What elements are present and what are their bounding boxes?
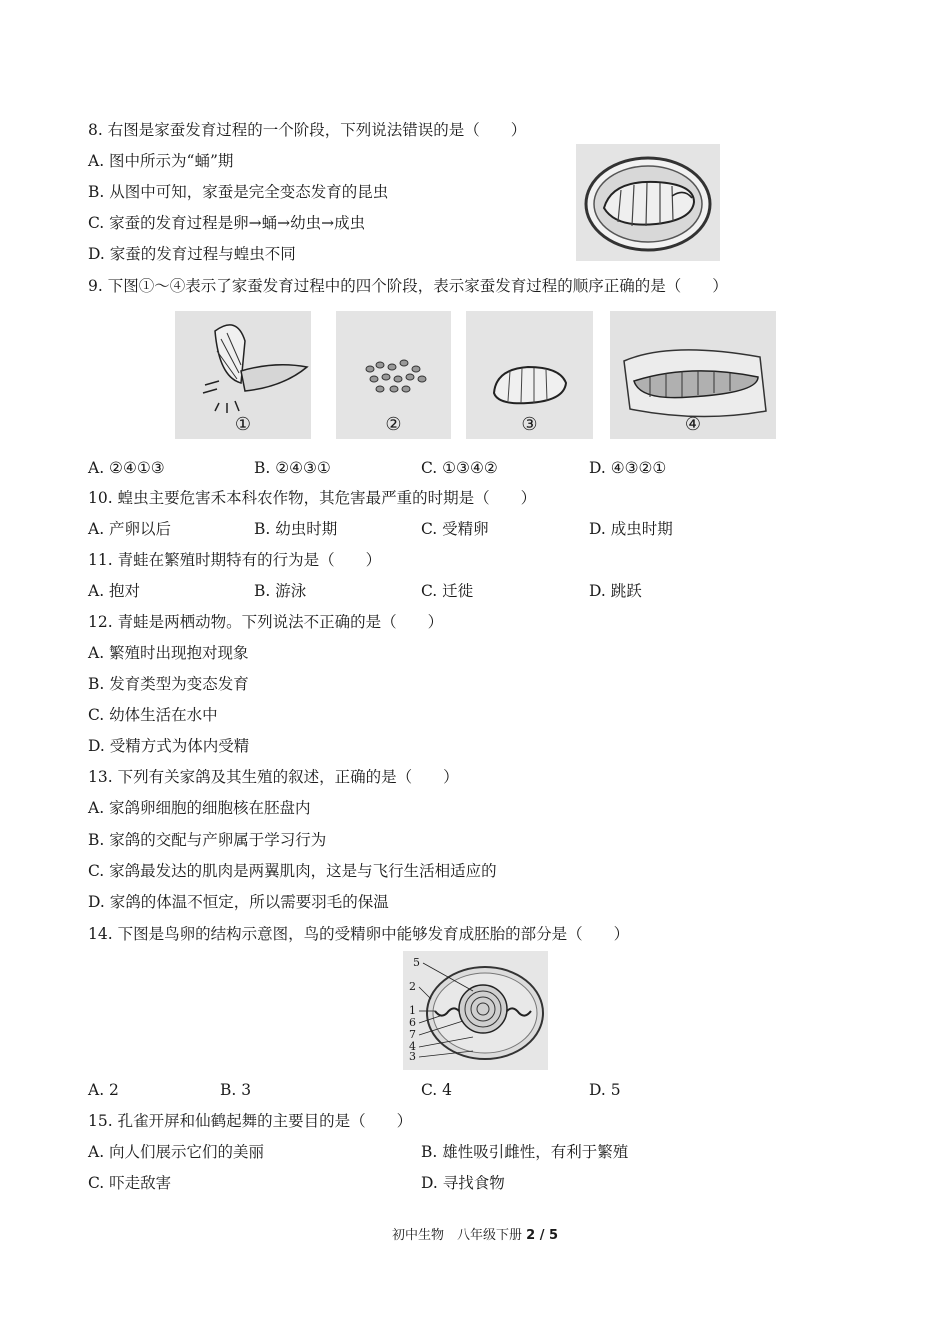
silkworm-pupa-image [466,311,593,439]
stage-label-2: ② [385,414,402,435]
q8-option-c: C. 家蚕的发育过程是卵→蛹→幼虫→成虫 [88,214,366,232]
q11-option-c: C. 迁徙 [421,582,474,600]
stage-label-3: ③ [521,414,538,435]
stage-label-1: ① [234,414,252,435]
egg-label-5: 5 [413,956,420,969]
egg-label-3: 3 [409,1050,416,1063]
q12-stem: 12. 青蛙是两栖动物。下列说法不正确的是（ ） [88,613,444,631]
q15-option-b: B. 雄性吸引雌性，有利于繁殖 [421,1143,629,1161]
q9-stem: 9. 下图①～④表示了家蚕发育过程中的四个阶段，表示家蚕发育过程的顺序正确的是（ ） [88,277,728,295]
egg-label-6: 6 [409,1016,416,1029]
silkworm-pupa-cocoon-image [576,144,720,261]
q14-stem: 14. 下图是鸟卵的结构示意图，鸟的受精卵中能够发育成胚胎的部分是（ ） [88,925,630,943]
stage-label-4: ④ [684,414,702,435]
q12-option-d: D. 受精方式为体内受精 [88,737,250,755]
q9-option-d: D. ④③②① [589,459,667,477]
egg-label-1: 1 [409,1004,416,1017]
footer-subject: 初中生物 八年级下册 [391,1228,522,1243]
q13-option-b: B. 家鸽的交配与产卵属于学习行为 [88,831,327,849]
q13-stem: 13. 下列有关家鸽及其生殖的叙述，正确的是（ ） [88,768,459,786]
q15-option-c: C. 吓走敌害 [88,1174,172,1192]
q11-stem: 11. 青蛙在繁殖时期特有的行为是（ ） [88,551,382,569]
q13-option-c: C. 家鸽最发达的肌肉是两翼肌肉，这是与飞行生活相适应的 [88,862,497,880]
q14-option-a: A. 2 [88,1081,119,1099]
q15-stem: 15. 孔雀开屏和仙鹤起舞的主要目的是（ ） [88,1112,413,1130]
q14-option-c: C. 4 [421,1081,453,1099]
egg-label-4: 4 [409,1040,416,1053]
q10-stem: 10. 蝗虫主要危害禾本科农作物，其危害最严重的时期是（ ） [88,489,537,507]
bird-egg-structure-diagram [403,951,548,1070]
q11-option-a: A. 抱对 [88,582,141,600]
q9-option-a: A. ②④①③ [88,459,165,477]
q14-option-d: D. 5 [589,1081,621,1099]
q13-option-d: D. 家鸽的体温不恒定，所以需要羽毛的保温 [88,893,389,911]
q9-option-b: B. ②④③① [254,459,331,477]
silkworm-larva-on-leaf-image [610,311,776,439]
q11-option-d: D. 跳跃 [589,582,642,600]
q8-stem: 8. 右图是家蚕发育过程的一个阶段，下列说法错误的是（ ） [88,121,527,139]
q12-option-a: A. 繁殖时出现抱对现象 [88,644,249,662]
q11-option-b: B. 游泳 [254,582,307,600]
egg-label-7: 7 [409,1028,416,1041]
q10-option-b: B. 幼虫时期 [254,520,338,538]
q8-option-b: B. 从图中可知，家蚕是完全变态发育的昆虫 [88,183,389,201]
q15-option-d: D. 寻找食物 [421,1174,505,1192]
q15-option-a: A. 向人们展示它们的美丽 [88,1143,265,1161]
page-footer [0,1224,950,1243]
egg-label-2: 2 [409,980,416,993]
q12-option-c: C. 幼体生活在水中 [88,706,218,724]
q10-option-c: C. 受精卵 [421,520,489,538]
q13-option-a: A. 家鸽卵细胞的细胞核在胚盘内 [88,799,311,817]
q14-option-b: B. 3 [220,1081,252,1099]
q10-option-a: A. 产卵以后 [88,520,172,538]
q12-option-b: B. 发育类型为变态发育 [88,675,249,693]
q10-option-d: D. 成虫时期 [589,520,673,538]
silkworm-moth-adult-image [175,311,311,439]
q9-option-c: C. ①③④② [421,459,498,477]
q8-option-d: D. 家蚕的发育过程与蝗虫不同 [88,245,296,263]
q8-option-a: A. 图中所示为“蛹”期 [88,152,234,170]
page-number: 2 / 5 [526,1228,559,1243]
silkworm-eggs-image [336,311,451,439]
